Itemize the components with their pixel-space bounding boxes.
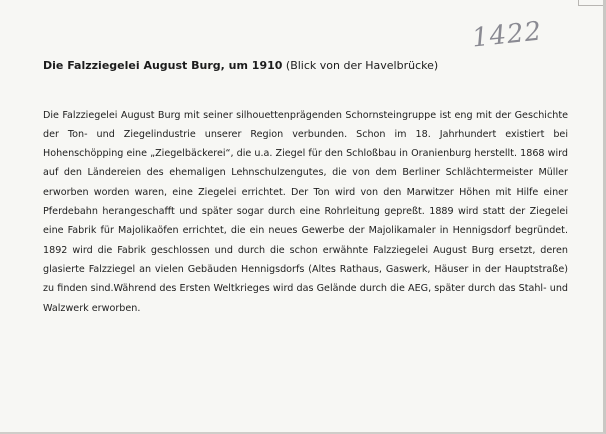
caption-title: Die Falzziegelei August Burg, um 1910 — [43, 59, 283, 72]
caption-heading — [43, 59, 563, 72]
caption-body-text: Die Falzziegelei August Burg mit seiner silhouettenprägenden Schornsteingruppe ist eng mit der Geschichte der Ton- und Ziegelindustrie unserer Region verbunden. Schon im 18. Jahrhundert existiert bei Hohenschöpping eine „Ziegelbäckerei“, die u.a. Ziegel für den Schloßbau in Oranienburg herstellt. 1868 wird auf den Ländereien des ehemaligen Lehnschulzengutes, die von dem Berliner Schlächtermeister Müller erworben worden waren, eine Ziegelei errichtet. Der Ton wird von den Marwitzer Höhen mit Hilfe einer Pferdebahn herangeschafft und später sogar durch eine Rohrleitung gepreßt. 1889 wird statt der Ziegelei eine Fabrik für Majolikaöfen errichtet, die ein neues Gewerbe der Majolikamaler in Hennigsdorf begründet. 1892 wird die Fabrik geschlossen und durch die schon erwähnte Falzziegelei August Burg ersetzt, deren glasierte Falzziegel an vielen Gebäuden Hennigsdorfs (Altes Rathaus, Gaswerk, Häuser in der Hauptstraße) zu finden sind.Während des Ersten Weltkrieges wird das Gelände durch die AEG, später durch das Stahl- und Walzwerk erworben. — [43, 109, 568, 314]
corner-mark — [578, 0, 603, 6]
handwritten-inventory-number: 1422 — [470, 16, 544, 54]
caption-subtitle: (Blick von der Havelbrücke) — [285, 59, 439, 72]
